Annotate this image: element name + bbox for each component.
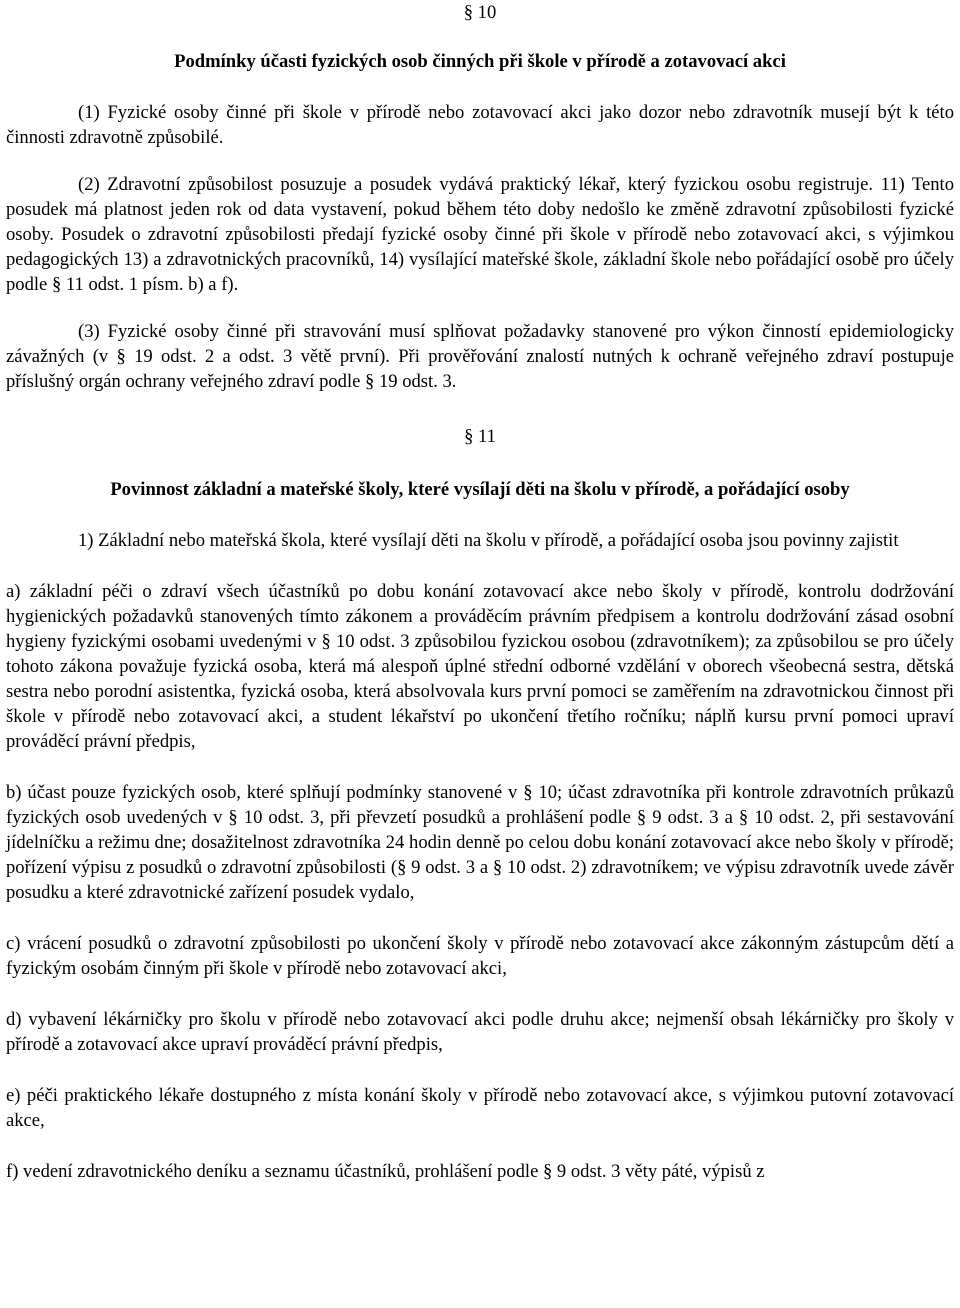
section-11-intro: 1) Základní nebo mateřská škola, které vysílají děti na školu v přírodě, a pořádající osoba jsou povinny zajistit xyxy=(78,530,899,551)
section-10-paragraph-2: (2) Zdravotní způsobilost posuzuje a posudek vydává praktický lékař, který fyzickou osobu registruje. 11) Tento posudek má platnost jeden rok od data vystavení, pokud během této doby nedošlo ke změně zdravotní způsobilosti fyzické osoby. Posudek o zdravotní způsobilosti předají fyzické osoby činné při škole v přírodě nebo zotavovací akci, s výjimkou pedagogických 13) a zdravotnických pracovníků, 14) vysílající mateřské škole, základní škole nebo pořádající osobě pro účely podle § 11 odst. 1 písm. b) a f). xyxy=(6,174,954,295)
section-10-paragraph-1: (1) Fyzické osoby činné při škole v přírodě nebo zotavovací akci jako dozor nebo zdravotník musejí být k této činnosti zdravotně způsobilé. xyxy=(6,102,954,148)
section-10-title: Podmínky účasti fyzických osob činných při škole v přírodě a zotavovací akci xyxy=(174,51,786,72)
section-11-item-b: b) účast pouze fyzických osob, které splňují podmínky stanovené v § 10; účast zdravotníka při kontrole zdravotních průkazů fyzických osob uvedených v § 10 odst. 3, při převzetí posudků a prohlášení podle § 9 odst. 3 a § 10 odst. 2, při sestavování jídelníčku a režimu dne; dosažitelnost zdravotníka 24 hodin denně po celou dobu konání zotavovací akce nebo školy v přírodě; pořízení výpisu z posudků o zdravotní způsobilosti (§ 9 odst. 3 a § 10 odst. 2) zdravotníkem; ve výpisu zdravotník uvede závěr posudku a které zdravotnické zařízení posudek vydalo, xyxy=(6,782,954,903)
section-11-mark: § 11 xyxy=(464,426,496,447)
section-11-title: Povinnost základní a mateřské školy, které vysílají děti na školu v přírodě, a pořádající osoby xyxy=(110,479,850,500)
document-page xyxy=(6,0,954,1184)
section-11-item-a: a) základní péči o zdraví všech účastníků po dobu konání zotavovací akce nebo školy v přírodě, kontrolu dodržování hygienických požadavků stanovených tímto zákonem a prováděcím právním předpisem a kontrolu dodržování zásad osobní hygieny fyzickými osobami uvedenými v § 10 odst. 3 způsobilou fyzickou osobou (zdravotníkem); za způsobilou se pro účely tohoto zákona považuje fyzická osoba, která má alespoň úplné střední odborné vzdělání v oborech všeobecná sestra, dětská sestra nebo porodní asistentka, fyzická osoba, která absolvovala kurs první pomoci se zaměřením na zdravotnickou činnost při škole v přírodě nebo zotavovací akci, a student lékařství po ukončení třetího ročníku; náplň kursu první pomoci upraví prováděcí právní předpis, xyxy=(6,581,954,752)
section-11-item-d: d) vybavení lékárničky pro školu v přírodě nebo zotavovací akci podle druhu akce; nejmenší obsah lékárničky pro školy v přírodě a zotavovací akce upraví prováděcí právní předpis, xyxy=(6,1009,954,1055)
section-11-item-f: f) vedení zdravotnického deníku a seznamu účastníků, prohlášení podle § 9 odst. 3 věty páté, výpisů z xyxy=(6,1161,765,1182)
section-10-paragraph-3: (3) Fyzické osoby činné při stravování musí splňovat požadavky stanovené pro výkon činností epidemiologicky závažných (v § 19 odst. 2 a odst. 3 větě první). Při prověřování znalostí nutných k ochraně veřejného zdraví postupuje příslušný orgán ochrany veřejného zdraví podle § 19 odst. 3. xyxy=(6,321,954,392)
section-11-item-e: e) péči praktického lékaře dostupného z místa konání školy v přírodě nebo zotavovací akce, s výjimkou putovní zotavovací akce, xyxy=(6,1085,954,1131)
section-11-item-c: c) vrácení posudků o zdravotní způsobilosti po ukončení školy v přírodě nebo zotavovací akce zákonným zástupcům dětí a fyzickým osobám činným při škole v přírodě nebo zotavovací akci, xyxy=(6,933,954,979)
section-10-mark: § 10 xyxy=(463,2,497,23)
